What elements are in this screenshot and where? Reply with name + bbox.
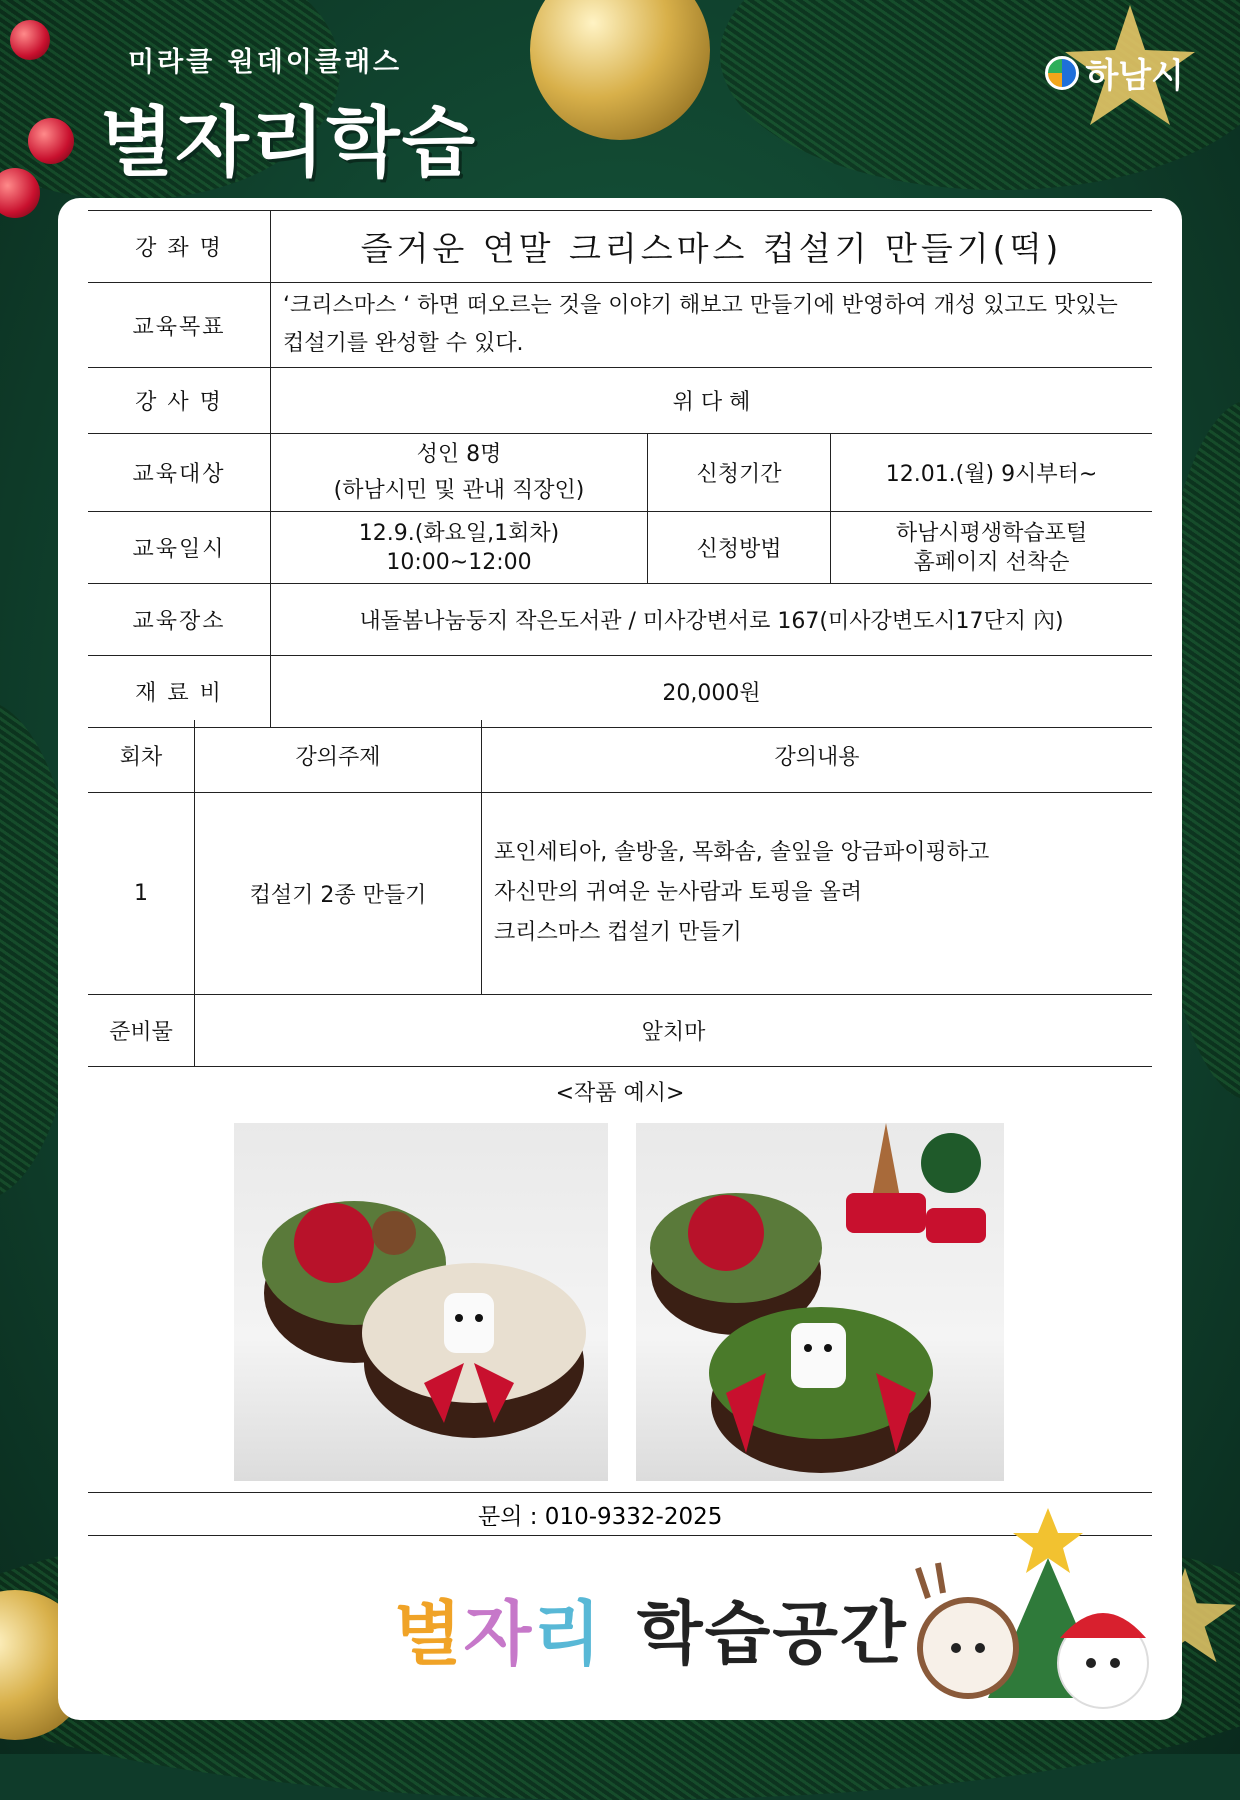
supplies-value: 앞치마 — [195, 994, 1153, 1066]
content-line: 포인세티아, 솔방울, 목화솜, 솔잎을 앙금파이핑하고 — [494, 840, 990, 865]
date-label: 교육일시 — [88, 512, 271, 584]
course-info-table — [88, 210, 1152, 728]
apply-method-label: 신청방법 — [648, 512, 831, 584]
brand-logo — [394, 1578, 908, 1679]
header-subtitle: 미라클 원데이클래스 — [128, 47, 403, 78]
goal-label: 교육목표 — [88, 283, 271, 368]
examples-label: <작품 예시> — [555, 1081, 685, 1106]
instructor-label: 강 사 명 — [88, 368, 271, 434]
supplies-label: 준비물 — [88, 994, 195, 1066]
example-photo-1 — [234, 1123, 608, 1481]
target-value — [271, 434, 648, 512]
red-berry-icon — [10, 20, 50, 60]
cupcake-photo-icon — [636, 1123, 1004, 1481]
red-berry-icon — [28, 118, 74, 164]
apply-period-value: 12.01.(월) 9시부터~ — [831, 434, 1153, 512]
hanam-logo-icon — [1045, 56, 1079, 90]
course-label: 강 좌 명 — [88, 211, 271, 283]
header-content: 강의내용 — [482, 720, 1153, 792]
brand-char: 자 — [463, 1593, 534, 1675]
course-title: 즐거운 연말 크리스마스 컵설기 만들기(떡) — [271, 211, 1153, 283]
header-topic: 강의주제 — [195, 720, 482, 792]
cupcake-photo-icon — [234, 1123, 608, 1481]
brand-char: 별 — [394, 1593, 464, 1675]
brand-part2: 학습공간 — [636, 1595, 908, 1674]
apply-period-label: 신청기간 — [648, 434, 831, 512]
target-line2: (하남시민 및 관내 직장인) — [333, 477, 585, 503]
target-label: 교육대상 — [88, 434, 271, 512]
apply-method-line1: 하남시평생학습포털 — [895, 520, 1088, 546]
logo-text: 하남시 — [1085, 56, 1184, 96]
content-line: 크리스마스 컵설기 만들기 — [494, 920, 742, 945]
content-line: 자신만의 귀여운 눈사람과 토핑을 올려 — [494, 880, 863, 905]
info-card — [58, 198, 1182, 1720]
table-row — [88, 792, 1152, 994]
header-session: 회차 — [88, 720, 195, 792]
brand-char: 리 — [533, 1593, 603, 1675]
instructor-name: 위 다 혜 — [271, 368, 1153, 434]
date-line1: 12.9.(화요일,1회차) — [358, 520, 560, 546]
fee-label: 재 료 비 — [88, 656, 271, 728]
goal-text: ‘크리스마스 ‘ 하면 떠오르는 것을 이야기 해보고 만들기에 반영하여 개성 있고도 맛있는 컵설기를 완성할 수 있다. — [271, 283, 1153, 368]
date-line2: 10:00~12:00 — [386, 549, 532, 575]
header-title: 별자리학습 — [100, 98, 478, 187]
mascot-characters-icon — [908, 1498, 1158, 1728]
session-topic: 컵설기 2종 만들기 — [195, 792, 482, 994]
example-photo-2 — [636, 1123, 1004, 1481]
contact-line: 문의 : 010-9332-2025 — [88, 1492, 1152, 1536]
place-label: 교육장소 — [88, 584, 271, 656]
brand-part1 — [394, 1578, 603, 1679]
session-content — [482, 792, 1153, 994]
target-line1: 성인 8명 — [416, 441, 502, 467]
fee-value: 20,000원 — [271, 656, 1153, 728]
apply-method-line2: 홈페이지 선착순 — [913, 549, 1070, 575]
date-value — [271, 512, 648, 584]
schedule-table — [88, 720, 1152, 1067]
apply-method-value — [831, 512, 1153, 584]
place-value: 내돌봄나눔둥지 작은도서관 / 미사강변서로 167(미사강변도시17단지 內) — [271, 584, 1153, 656]
hanam-logo — [1045, 48, 1184, 97]
session-number: 1 — [88, 792, 195, 994]
